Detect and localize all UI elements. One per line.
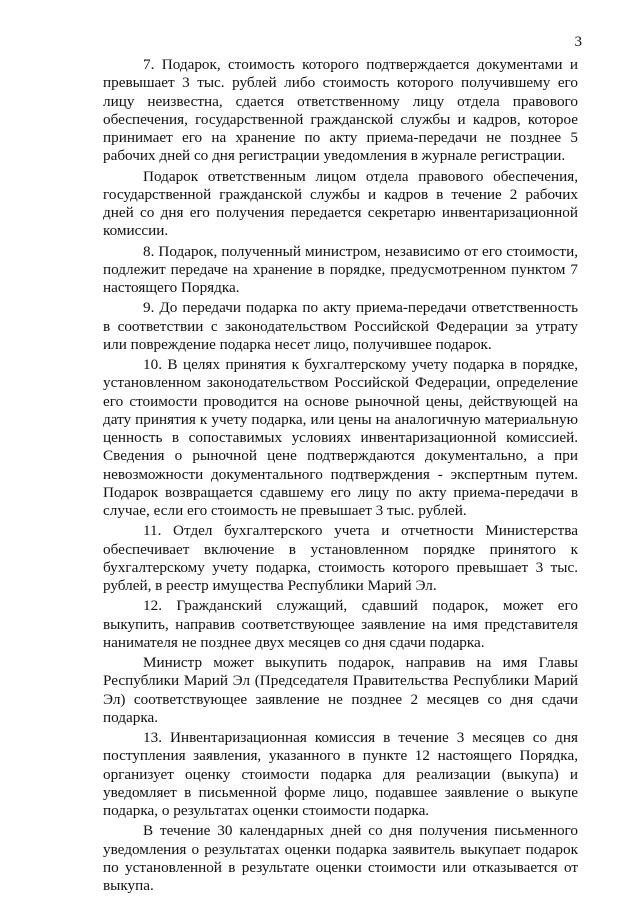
paragraph-12-continued: Министр может выкупить подарок, направив на имя Главы Республики Марий Эл (Председателя Правительства Республики Марий Эл) соответствующее заявление не позднее 2 месяцев со дня сдачи подарка. [103, 654, 578, 726]
paragraph-13: 13. Инвентаризационная комиссия в течение 3 месяцев со дня поступления заявления, указанного в пункте 12 настоящего Порядка, организует оценку стоимости подарка для реализации (выкупа) и уведомляет в письменной форме лицо, подавшее заявление о выкупе подарка, о результатах оценки стоимости подарка. [103, 729, 578, 820]
paragraph-8: 8. Подарок, полученный министром, независимо от его стоимости, подлежит передаче на хранение в порядке, предусмотренном пунктом 7 настоящего Порядка. [103, 242, 578, 297]
paragraph-7-continued: Подарок ответственным лицом отдела правового обеспечения, государственной гражданской службы и кадров в течение 2 рабочих дней со дня его получения передается секретарю инвентаризационной комиссии. [103, 167, 578, 240]
paragraph-12: 12. Гражданский служащий, сдавший подарок, может его выкупить, направив соответствующее заявление на имя представителя нанимателя не позднее двух месяцев со дня сдачи подарка. [103, 597, 578, 651]
page-number: 3 [574, 34, 582, 50]
document-body [103, 56, 578, 897]
paragraph-9: 9. До передачи подарка по акту приема-передачи ответственность в соответствии с законодательством Российской Федерации за утрату или повреждение подарка несет лицо, получившее подарок. [103, 299, 578, 353]
paragraph-13-continued: В течение 30 календарных дней со дня получения письменного уведомления о результатах оценки подарка заявитель выкупает подарок по установленной в результате оценки стоимости или отказывается от выкупа. [103, 822, 578, 895]
paragraph-11: 11. Отдел бухгалтерского учета и отчетности Министерства обеспечивает включение в установленном порядке принятого к бухгалтерскому учету подарка, стоимость которого превышает 3 тыс. рублей, в реестр имущества Республики Марий Эл. [103, 522, 578, 595]
paragraph-7: 7. Подарок, стоимость которого подтверждается документами и превышает 3 тыс. рублей либо стоимость которого получившему его лицу неизвестна, сдается ответственному лицу отдела правового обеспечения, государственной гражданской службы и кадров, которое принимает его на хранение по акту приема-передачи не позднее 5 рабочих дней со дня регистрации уведомления в журнале регистрации. [103, 56, 578, 165]
paragraph-10: 10. В целях принятия к бухгалтерскому учету подарка в порядке, установленном законодательством Российской Федерации, определение его стоимости проводится на основе рыночной цены, действующей на дату принятия к учету подарка, или цены на аналогичную материальную ценность в сопоставимых условиях инвентаризационной комиссией. Сведения о рыночной цене подтверждаются документально, а при невозможности документального подтверждения - экспертным путем. Подарок возвращается сдавшему его лицу по акту приема-передачи в случае, если его стоимость не превышает 3 тыс. рублей. [103, 355, 578, 520]
